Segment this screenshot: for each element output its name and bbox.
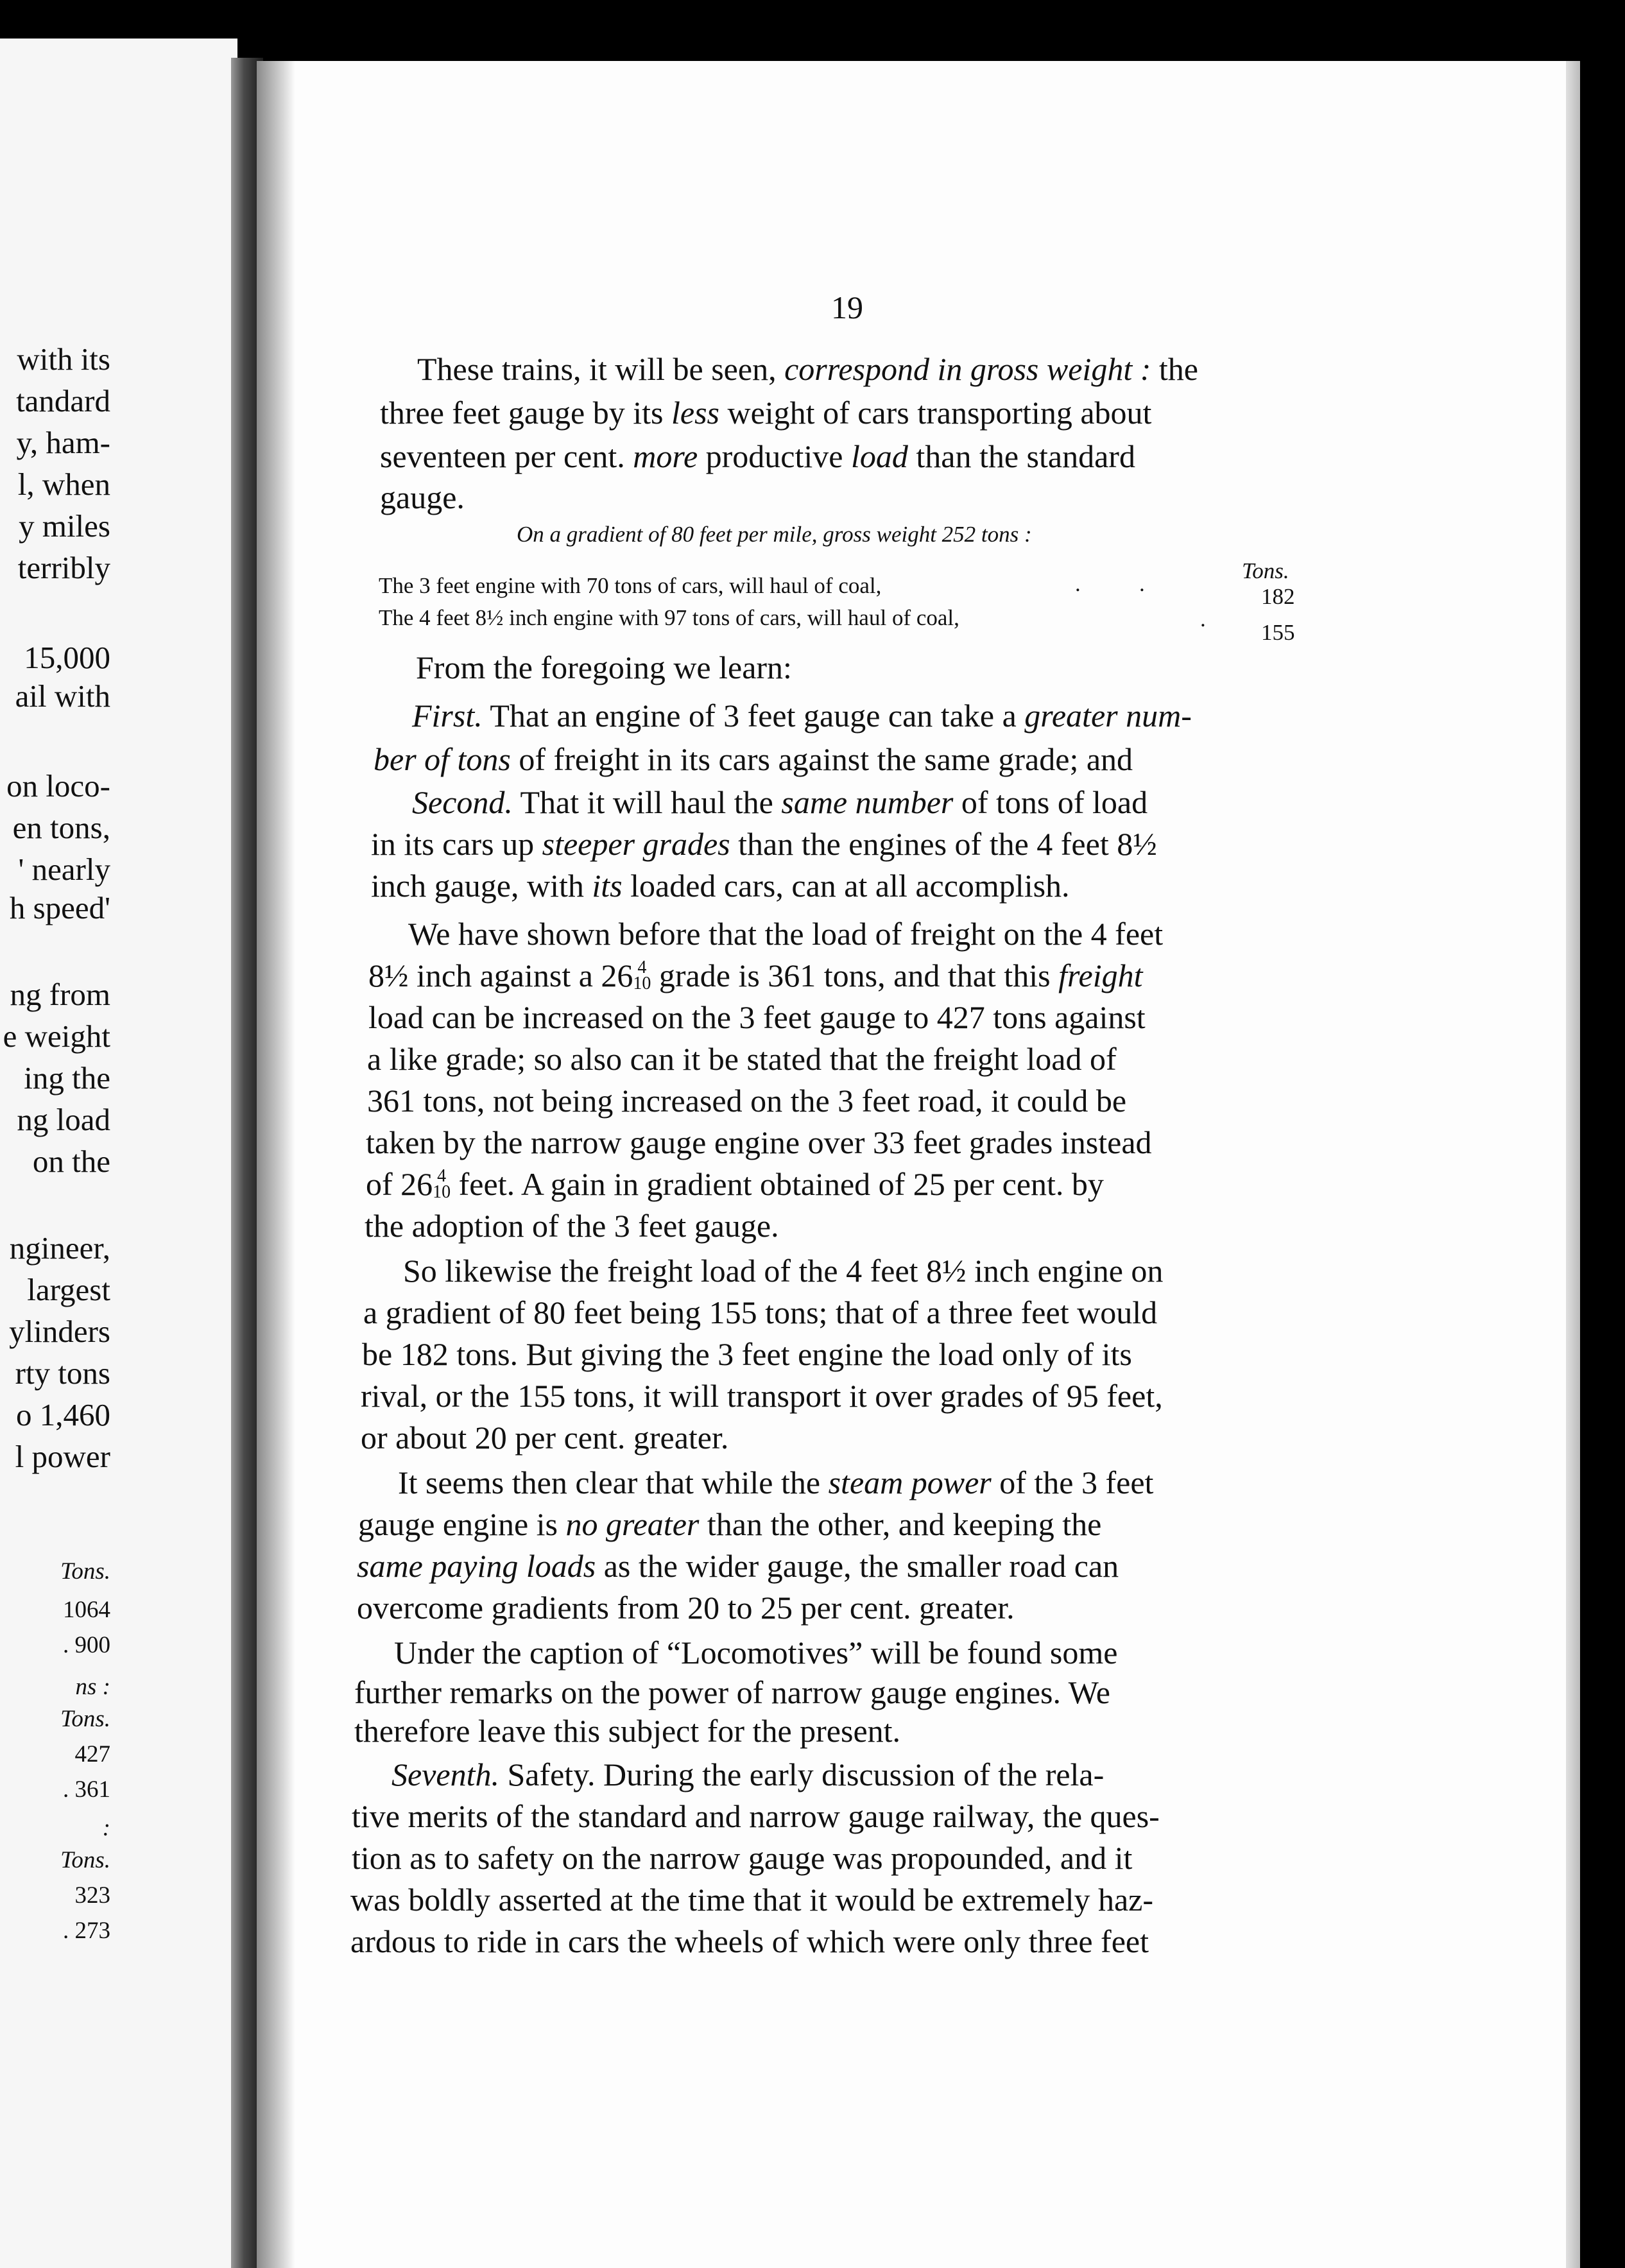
left-line: ' nearly <box>18 852 110 887</box>
text-line: rival, or the 155 tons, it will transport it over grades of 95 feet, <box>361 1378 1163 1414</box>
left-line: on the <box>32 1144 110 1179</box>
text-line: taken by the narrow gauge engine over 33 feet grades instead <box>366 1124 1152 1160</box>
left-table-cell: Tons. <box>60 1706 110 1732</box>
text-line: three feet gauge by its less weight of cars transporting about <box>380 395 1152 431</box>
left-line: ng from <box>10 977 110 1012</box>
left-line: en tons, <box>12 810 110 845</box>
text-line: tive merits of the standard and narrow gauge railway, the ques- <box>352 1798 1160 1834</box>
left-table-cell: . 361 <box>63 1776 110 1803</box>
left-line: y miles <box>19 508 110 544</box>
left-table-cell: 1064 <box>63 1597 110 1623</box>
text-line: be 182 tons. But giving the 3 feet engine the load only of its <box>362 1336 1132 1372</box>
table-caption: On a gradient of 80 feet per mile, gross weight 252 tons : <box>517 522 1032 547</box>
text-line: We have shown before that the load of freight on the 4 feet <box>408 916 1164 952</box>
text-line: It seems then clear that while the steam power of the 3 feet <box>398 1465 1154 1500</box>
leader-dot: . <box>1075 571 1081 596</box>
left-line: 15,000 <box>24 640 110 675</box>
left-line: ing the <box>24 1060 110 1095</box>
text-line: load can be increased on the 3 feet gauge to 427 tons against <box>368 999 1146 1035</box>
text-line: inch gauge, with its loaded cars, can at all accomplish. <box>371 868 1070 904</box>
page-edge <box>1566 61 1580 2268</box>
fraction: 4 10 <box>633 958 651 994</box>
text-line: From the foregoing we learn: <box>416 649 792 685</box>
text-line: Under the caption of “Locomotives” will be found some <box>394 1635 1118 1671</box>
text-line: Second. That it will haul the same number of tons of load <box>412 784 1148 820</box>
left-line: l power <box>15 1439 110 1474</box>
text-line: 8½ inch against a 26 4 10 grade is 361 tons, and that this freight <box>368 958 1143 994</box>
left-line: ylinders <box>9 1314 110 1349</box>
left-table-cell: : <box>102 1815 110 1841</box>
text-line: tion as to safety on the narrow gauge was propounded, and it <box>352 1840 1133 1876</box>
text-line: or about 20 per cent. greater. <box>361 1420 729 1456</box>
page-number: 19 <box>831 289 863 325</box>
table-row-label: The 3 feet engine with 70 tons of cars, will haul of coal, <box>379 573 882 598</box>
left-line: e weight <box>3 1018 110 1054</box>
text-line: a gradient of 80 feet being 155 tons; that of a three feet would <box>363 1294 1158 1330</box>
left-line: y, ham- <box>16 425 110 460</box>
text-line: same paying loads as the wider gauge, the smaller road can <box>357 1548 1119 1584</box>
text-line: 361 tons, not being increased on the 3 feet road, it could be <box>367 1083 1127 1119</box>
text-line: the adoption of the 3 feet gauge. <box>365 1208 779 1244</box>
left-table-cell: . 273 <box>63 1918 110 1944</box>
leader-dot: . <box>1200 606 1206 631</box>
leader-dot: . <box>1139 571 1145 596</box>
text-line: gauge engine is no greater than the other, and keeping the <box>358 1506 1102 1542</box>
text-line: gauge. <box>380 479 465 515</box>
left-table-cell: ns : <box>75 1674 110 1700</box>
table-row-value: 182 <box>1261 584 1295 609</box>
left-line: ngineer, <box>9 1230 110 1266</box>
text-line: of 26 4 10 feet. A gain in gradient obtained of 25 per cent. by <box>366 1166 1104 1203</box>
text-line: overcome gradients from 20 to 25 per cent. greater. <box>357 1590 1015 1626</box>
left-line: o 1,460 <box>16 1397 110 1432</box>
text-line: therefore leave this subject for the present. <box>354 1713 901 1749</box>
table-row-value: 155 <box>1261 620 1295 645</box>
left-line: tandard <box>16 383 110 418</box>
left-line: h speed' <box>9 890 110 925</box>
text-line: ber of tons of freight in its cars against the same grade; and <box>374 741 1133 777</box>
text-line: seventeen per cent. more productive load than the standard <box>380 438 1135 474</box>
text-line: ardous to ride in cars the wheels of which were only three feet <box>350 1923 1149 1959</box>
left-table-cell: 427 <box>74 1741 110 1767</box>
left-line: ail with <box>15 678 110 714</box>
text-line: These trains, it will be seen, correspond in gross weight : the <box>417 351 1198 387</box>
table-unit: Tons. <box>1242 558 1289 583</box>
left-line: terribly <box>17 550 110 585</box>
left-line: l, when <box>17 467 110 502</box>
left-line: largest <box>27 1272 110 1307</box>
left-table-cell: Tons. <box>60 1847 110 1873</box>
fraction: 4 10 <box>433 1166 451 1203</box>
left-line: with its <box>17 341 110 377</box>
page-shadow <box>257 61 295 2268</box>
left-line: on loco- <box>6 768 110 803</box>
left-table-cell: Tons. <box>60 1558 110 1585</box>
text-line: was boldly asserted at the time that it would be extremely haz- <box>350 1882 1154 1918</box>
text-line: a like grade; so also can it be stated that the freight load of <box>367 1041 1117 1077</box>
left-line: ng load <box>17 1102 110 1137</box>
text-line: First. That an engine of 3 feet gauge can take a greater num- <box>412 698 1192 734</box>
left-line: rty tons <box>15 1355 110 1391</box>
left-table-cell: 323 <box>74 1882 110 1909</box>
left-table-cell: . 900 <box>63 1632 110 1658</box>
table-row-label: The 4 feet 8½ inch engine with 97 tons of cars, will haul of coal, <box>379 605 959 630</box>
text-line: Seventh. Safety. During the early discussion of the rela- <box>391 1757 1105 1792</box>
text-line: in its cars up steeper grades than the engines of the 4 feet 8½ <box>371 826 1157 862</box>
text-line: So likewise the freight load of the 4 feet 8½ inch engine on <box>403 1253 1164 1289</box>
text-line: further remarks on the power of narrow gauge engines. We <box>354 1674 1110 1710</box>
